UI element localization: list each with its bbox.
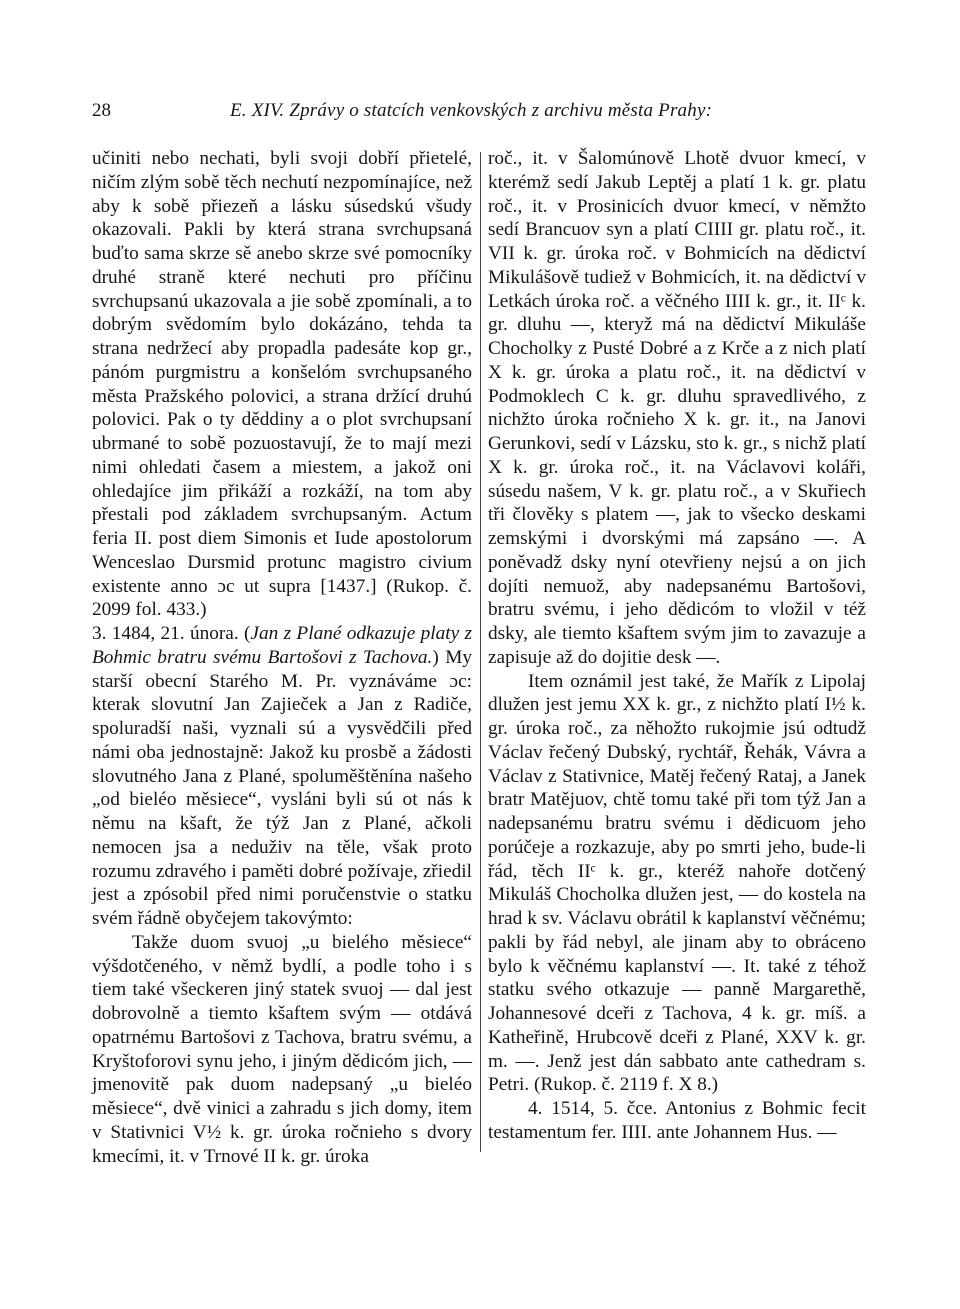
left-paragraph-2	[92, 622, 472, 931]
page-header	[92, 100, 872, 130]
left-column	[92, 147, 472, 1168]
entry-3-summary: Jan z Plané odkazuje platy z Bohmic bratru svému Bartošovi z Tachova.	[92, 623, 472, 668]
right-column	[488, 147, 866, 1145]
left-paragraph-3: Takže duom svuoj „u bielého měsiece“ výšdotčeného, v němž bydlí, a podle toho i s tiem také všeckeren jiný statek svuoj — dal jest dobrovolně a tiemto kšaftem svým — otdává opatrnému Bartošovi z Tachova, bratru svému, a Kryštoforovi synu jeho, i jiným dědicóm jich, — jmenovitě pak duom nadepsaný „u bieléo měsiece“, dvě vinici a zahradu s jich domy, item v Stativnici V½ k. gr. úroka ročnieho s dvory kmecími, it. v Trnové II k. gr. úroka	[92, 931, 472, 1167]
right-paragraph-2: Item oznámil jest také, že Mařík z Lipolaj dlužen jest jemu XX k. gr., z nichžto platí I½ k. gr. úroka roč., za něhožto rukojmie jsú odtudž Václav řečený Dubský, rychtář, Řehák, Vávra a Václav z Stativnice, Matěj řečený Rataj, a Janek bratr Matějuov, chtě tomu také při tom týž Jan a nadepsanému bratru svému i dědicuom jeho porúčeje a rozkazuje, aby po smrti jeho, bude-li řád, těch IIᶜ k. gr., kteréž nahoře dotčený Mikuláš Chocholka dlužen jest, — do kostela na hrad k sv. Václavu obrátil k kaplanství věčnému; pakli by řád nebyl, ale jinam aby to obráceno bylo k věčnému kaplanství —. It. také z téhož statku svého otkazuje — panně Margarethě, Johannesové dceři z Tachova, 4 k. gr. míš. a Katheřině, Hrubcově dceři z Plané, XXV k. gr. m. —. Jenž jest dán sabbato ante cathedram s. Petri. (Rukop. č. 2119 f. X 8.)	[488, 670, 866, 1096]
running-title: E. XIV. Zprávy o statcích venkovských z archivu města Prahy:	[230, 100, 713, 121]
left-paragraph-1: učiniti nebo nechati, byli svoji dobří přietelé, ničím zlým sobě těch nechutí nezpomínajíce, než aby k sobě přiezeň a lásku súsedskú všudy okazovali. Pakli by která strana svrchupsaná buďto sama skrze sě anebo skrze své pomocníky druhé straně které nechuti pro příčinu svrchupsanú ukazovala a jie sobě zpomínali, a to dobrým svědomím bylo dokázáno, tehda ta strana nedržecí aby propadla padesáte kop gr., pánóm purgmistru a konšelóm svrchupsaného města Pražského polovici, a strana držící druhú polovici. Pak o ty děddiny a o plot svrchupsaní ubrmané to sobě pozuostavují, že to mají mezi nimi ohledati časem a miestem, a jakož oni ohledajíce jim přikáží a rozkáží, na tom aby přestali pod základem svrchupsaným. Actum feria II. post diem Simonis et Iude apostolorum Wenceslao Dursmid protunc magistro civium existente anno ɔc ut supra [1437.] (Rukop. č. 2099 fol. 433.)	[92, 148, 472, 621]
entry-3-text: ) My starší obecní Starého M. Pr. vyznáváme ɔc: kterak slovutní Jan Zajieček a Jan z Radiče, spoluradší naši, vyznali sú a vysvědčili před námi oba jednostajně: Jakož ku prosbě a žádosti slovutného Jana z Plané, spoluměštěnína našeho „od bieléo měsiece“, vysláni byli sú ot nás k němu na kšaft, že týž Jan z Plané, ačkoli nemocen jsa a neduživ na těle, však proto rozumu zdravého i paměti dobré požívaje, zřiedil jest a zpósobil před nimi poručenstvie o statku svém řádně obyčejem takovýmto:	[92, 646, 472, 929]
right-paragraph-1: roč., it. v Šalomúnově Lhotě dvuor kmecí, v kterémž sedí Jakub Leptěj a platí 1 k. gr. platu roč., it. v Prosinicích dvuor kmecí, v němžto sedí Brancuov syn a platí CIIII gr. platu roč., it. VII k. gr. úroka roč. v Bohmicích na dědictví Mikulášově tudiež v Bohmicích, it. na dědictví v Letkách úroka roč. a věčného IIII k. gr., it. IIᶜ k. gr. dluhu —, kteryž má na dědictví Mikuláše Chocholky z Pusté Dobré a z Krče a z nich platí X k. gr. úroka a platu roč., it. na dědictví v Podmoklech C k. gr. dluhu spravedlivého, z nichžto úroka ročnieho X k. gr. it., na Janovi Gerunkovi, sedí v Lázsku, sto k. gr., s nichž platí X k. gr. úroka roč., it. na Václavovi koláři, súsedu našem, V k. gr. platu roč., a v Skuřiech tři člověky s platem —, jak to všecko deskami zemskými i dvorskými má zapsáno —. A poněvadž dsky nyní otevřieny nejsú a on jich dojíti nemuož, aby nadepsanému Bartošovi, bratru svému, i jeho dědicóm to vložil v též dsky, ale tiemto kšaftem svým jim to zavazuje a zapisuje až do dojitie desk —.	[488, 148, 866, 668]
entry-3-lead: 3. 1484, 21. února. (	[92, 623, 251, 644]
column-divider	[480, 152, 481, 1152]
right-paragraph-3: 4. 1514, 5. čce. Antonius z Bohmic fecit testamentum fer. IIII. ante Johannem Hus. —	[488, 1098, 866, 1143]
page-number: 28	[92, 100, 111, 121]
